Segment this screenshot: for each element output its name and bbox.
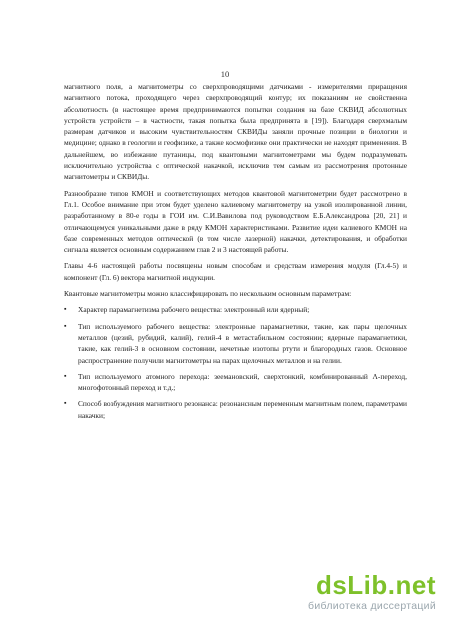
- watermark: [276, 572, 436, 612]
- bullet-icon: ▪: [64, 321, 67, 330]
- watermark-title: dsLib.net: [315, 570, 436, 600]
- watermark-subtitle: библиотека диссертаций: [308, 600, 436, 612]
- bullet-icon: ▪: [64, 305, 67, 314]
- list-item: [64, 304, 407, 315]
- paragraph-4: Квантовые магнитометры можно классифицировать по нескольким основным параметрам:: [64, 289, 352, 299]
- page-number: 10: [220, 69, 230, 79]
- list-item-text: Характер парамагнетизма рабочего вещества: электронный или ядерный;: [78, 305, 310, 315]
- bullet-icon: ▪: [64, 371, 67, 380]
- list-item-text: Способ возбуждения магнитного резонанса: резонансным переменным магнитным полем, параметрами накачки;: [78, 399, 407, 420]
- paragraph-2: Разнообразие типов КМОН и соответствующих методов квантовой магнитометрии будет рассмотрено в Гл.1. Особое внимание при этом будет уделено калиевому магнитометру на узкой изолированной линии, разработанному в 80-е годы в ГОИ им. С.И.Вавилова под руководством Е.Б.Александрова [20, 21] и отличающемуся уникальными даже в ряду КМОН характеристиками. Развитие идеи калиевого КМОН на базе современных методов оптической (в том числе лазерной) накачки, детектирования, и обработки сигнала является основным содержанием глав 2 и 3 настоящей работы.: [64, 188, 407, 255]
- list-item: [64, 398, 407, 421]
- list-item: [64, 371, 407, 394]
- list-item: [64, 321, 407, 366]
- classification-list: [64, 304, 407, 421]
- paragraph-3: Главы 4-6 настоящей работы посвящены новым способам и средствам измерения модуля (Гл.4-5) и компонент (Гл. 6) вектора магнитной индукции.: [64, 261, 407, 282]
- list-item-text: Тип используемого рабочего вещества: электронные парамагнетики, такие, как пары щелочных металлов (цезий, рубидий, калий), гелий-4 в метастабильном состоянии; ядерные парамагнетики, такие, как гелий-3 в основном состоянии, нечетные изотопы ртути и благородных газов. Основное распространение получили магнитометры на парах щелочных металлов и на гелии.: [78, 321, 407, 365]
- list-item-text: Тип используемого атомного перехода: зеемановский, сверхтонкий, комбинированный Λ-переход, многофотонный переход и т.д.;: [78, 371, 407, 393]
- paragraph-1: магнитного поля, а магнитометры со сверхпроводящими датчиками - измерителями приращения магнитного потока, проходящего через сверхпроводящий контур; их показаниям не свойственна абсолютность (в настоящее время предпринимаются попытки создания на базе СКВИД абсолютных устройств устройств – в частности, такая попытка была предпринята в [19]). Благодаря сверхмалым размерам датчиков и высоким чувствительностям СКВИДы заняли прочные позиции в биологии и медицине; однако в геологии и геофизике, а также космофизике они практически не находят применения. В дальнейшем, во избежание путаницы, под квантовыми магнитометрами мы будем подразумевать исключительно устройства с оптической накачкой, исключив тем самым из рассмотрения протонные магнитометры и СКВИДы.: [64, 82, 407, 182]
- body-text: [64, 81, 407, 426]
- bullet-icon: ▪: [64, 399, 67, 408]
